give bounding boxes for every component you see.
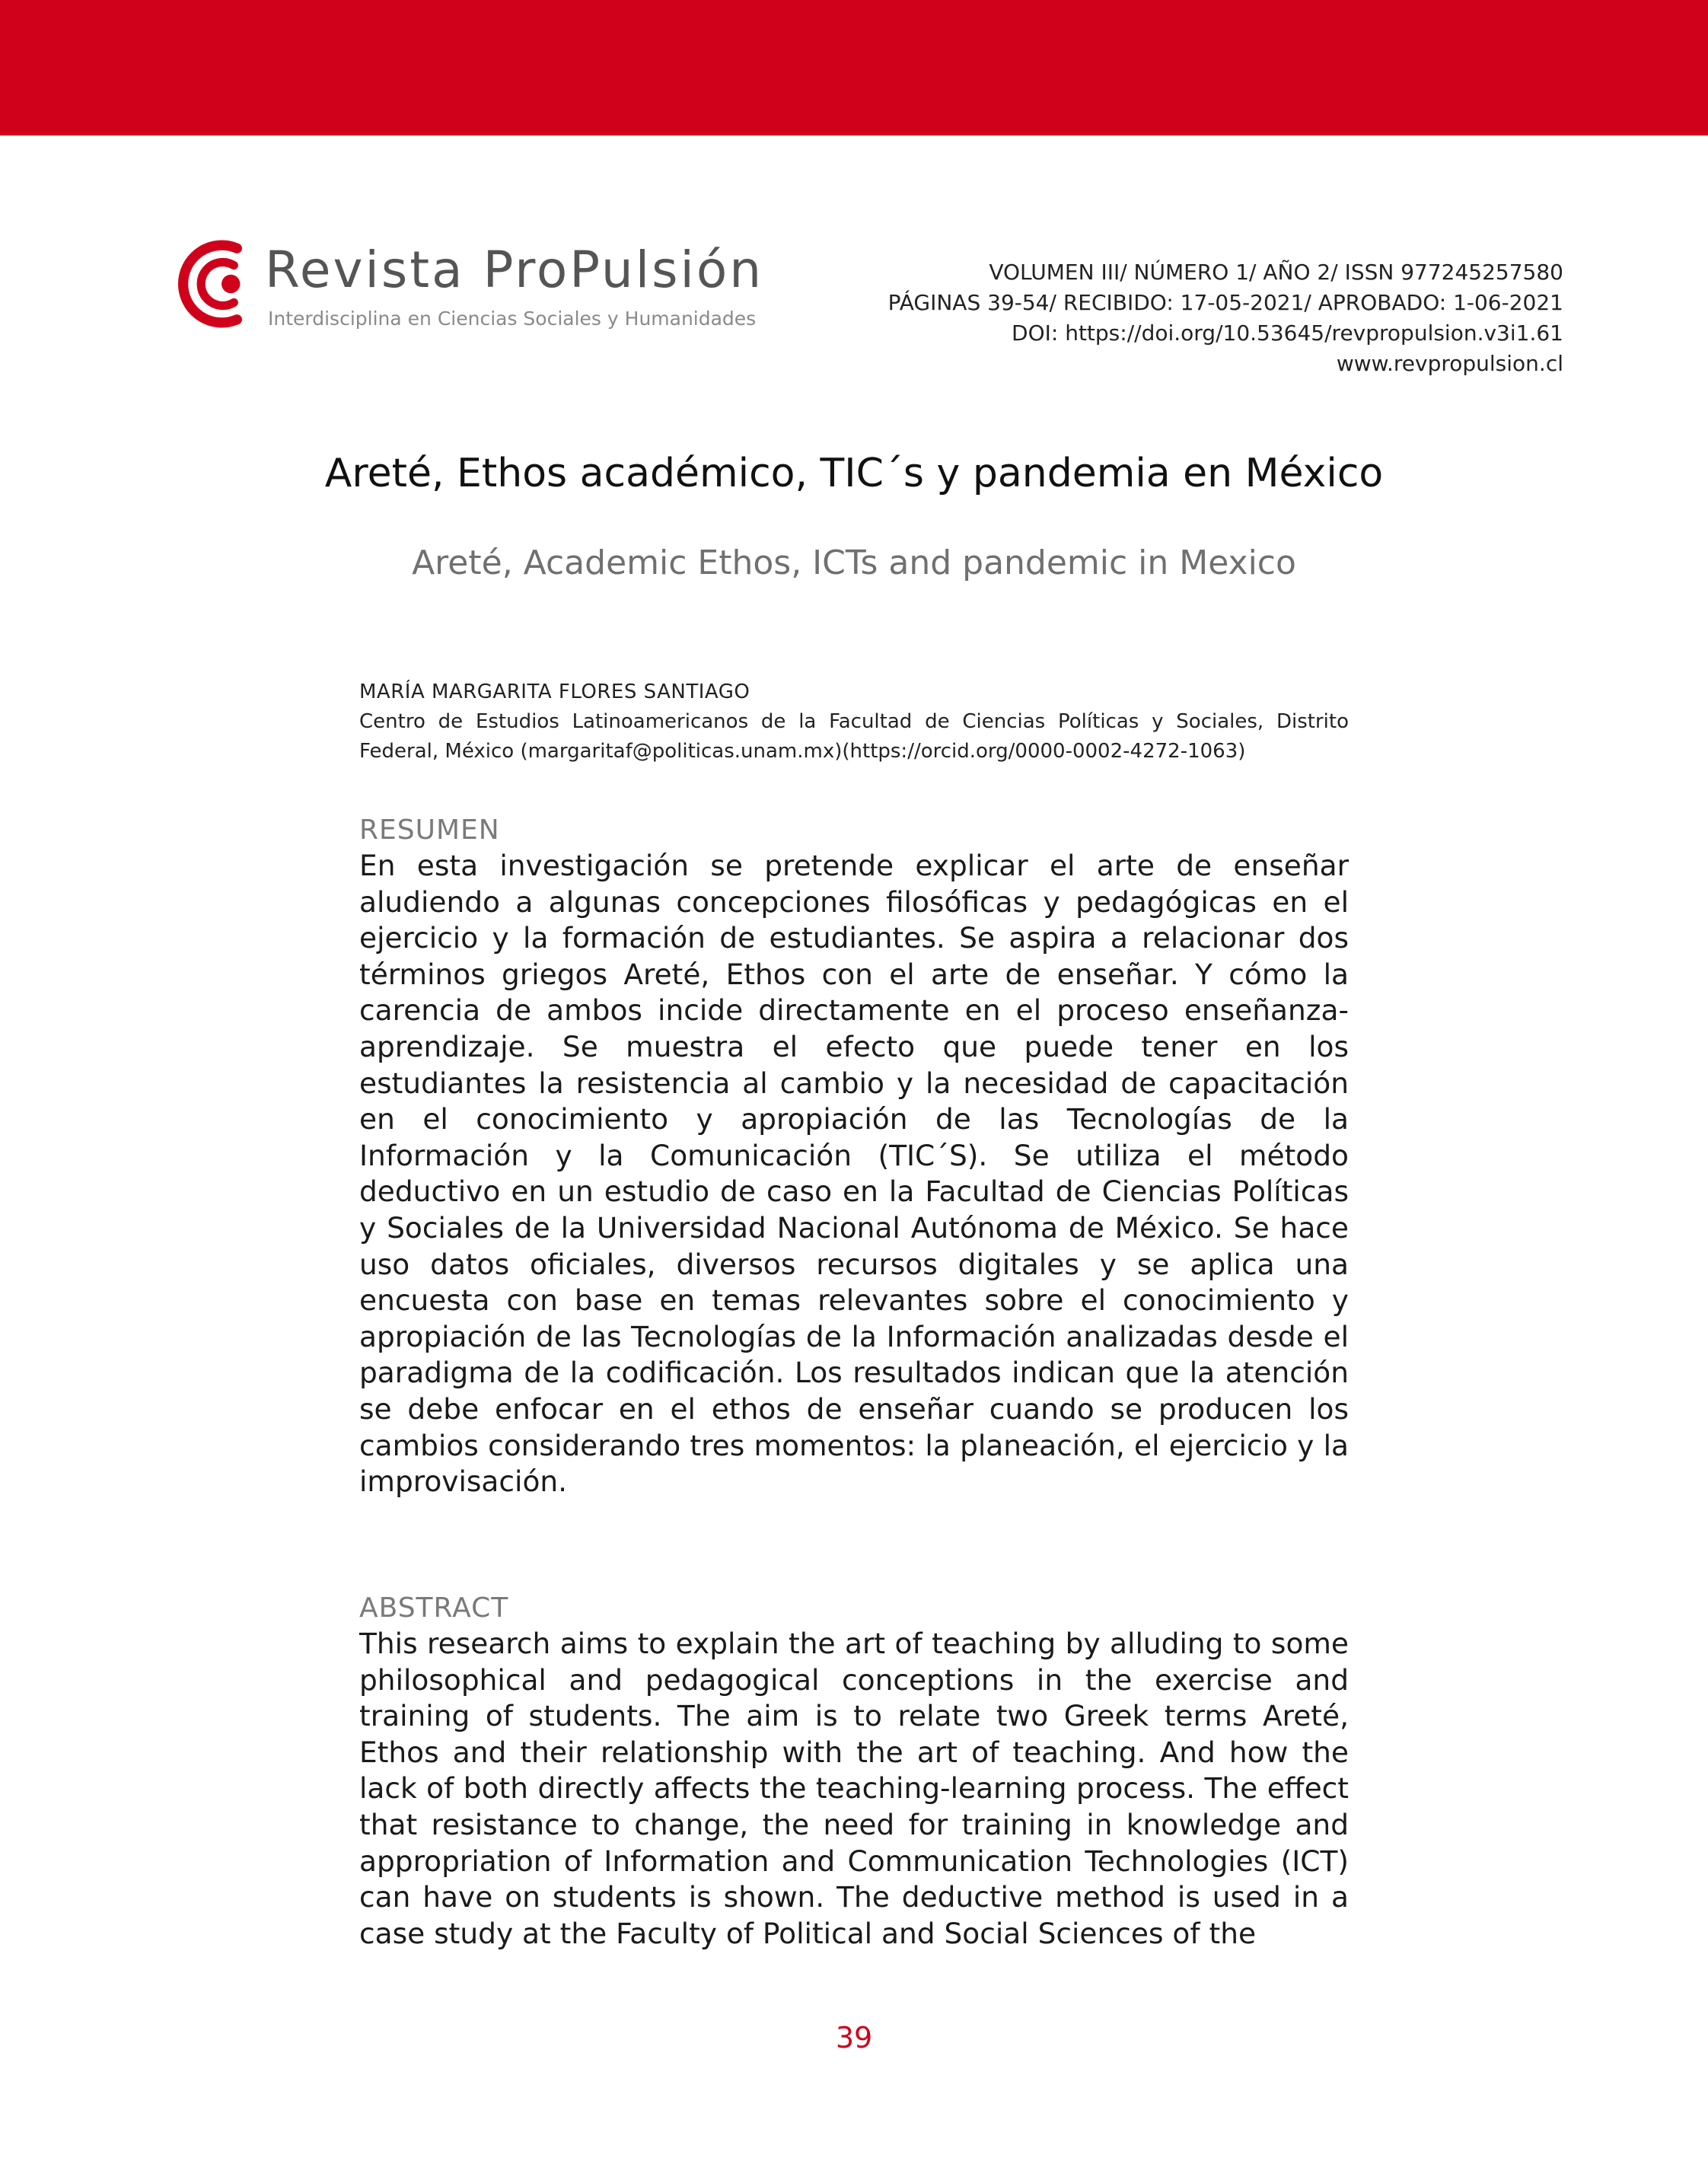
meta-website[interactable]: www.revpropulsion.cl xyxy=(1336,351,1563,376)
meta-pages: PÁGINAS 39-54/ RECIBIDO: 17-05-2021/ APROBADO: 1-06-2021 xyxy=(887,290,1563,315)
author-block xyxy=(359,677,1349,767)
abstract-text: This research aims to explain the art of teaching by alluding to some philosophical and pedagogical conceptions in the exercise and training of students. The aim is to relate two Greek terms Areté, Ethos and their relationship with the art of teaching. And how the lack of both directly affects the teaching-learning process. The effect that resistance to change, the need for training in knowledge and appropriation of Information and Communication Technologies (ICT) can have on students is shown. The deductive method is used in a case study at the Faculty of Political and Social Sciences of the xyxy=(359,1627,1349,1950)
page-number: 39 xyxy=(835,2021,873,2054)
article-subtitle: Areté, Academic Ethos, ICTs and pandemic in Mexico xyxy=(412,543,1296,582)
logo-subtitle: Interdisciplina en Ciencias Sociales y Humanidades xyxy=(268,308,757,330)
publication-meta xyxy=(888,257,1563,379)
abstract-section xyxy=(359,1591,1349,1952)
resumen-section xyxy=(359,813,1349,1500)
resumen-heading: RESUMEN xyxy=(359,814,500,846)
propulsion-logo-icon xyxy=(174,237,266,330)
journal-logo xyxy=(174,237,767,336)
resumen-text: En esta investigación se pretende explicar el arte de enseñar aludiendo a algunas concepciones filosóficas y pedagógicas en el ejercicio y la formación de estudiantes. Se aspira a relacionar dos términos griegos Areté, Ethos con el arte de enseñar. Y cómo la carencia de ambos incide directamente en el proceso enseñanza-aprendizaje. Se muestra el efecto que puede tener en los estudiantes la resistencia al cambio y la necesidad de capacitación en el conocimiento y apropiación de las Tecnologías de la Información y la Comunicación (TIC´S). Se utiliza el método deductivo en un estudio de caso en la Facultad de Ciencias Políticas y Sociales de la Universidad Nacional Autónoma de México. Se hace uso datos oficiales, diversos recursos digitales y se aplica una encuesta con base en temas relevantes sobre el conocimiento y apropiación de las Tecnologías de la Información analizadas desde el paradigma de la codificación. Los resultados indican que la atención se debe enfocar en el ethos de enseñar cuando se producen los cambios considerando tres momentos: la planeación, el ejercicio y la improvisación. xyxy=(359,849,1349,1499)
header-band xyxy=(0,0,1708,135)
article-title: Areté, Ethos académico, TIC´s y pandemia en México xyxy=(324,451,1384,496)
meta-volume: VOLUMEN III/ NÚMERO 1/ AÑO 2/ ISSN 977245257580 xyxy=(989,260,1563,285)
author-affiliation: Centro de Estudios Latinoamericanos de la Facultad de Ciencias Políticas y Sociales, Distrito Federal, México (margaritaf@politicas.unam.mx)(https://orcid.org/0000-0002-4272-1063) xyxy=(359,710,1349,763)
logo-title: Revista ProPulsión xyxy=(265,241,764,299)
abstract-heading: ABSTRACT xyxy=(359,1592,509,1624)
meta-doi[interactable]: DOI: https://doi.org/10.53645/revpropulsion.v3i1.61 xyxy=(1012,320,1563,346)
author-name: MARÍA MARGARITA FLORES SANTIAGO xyxy=(359,681,750,703)
